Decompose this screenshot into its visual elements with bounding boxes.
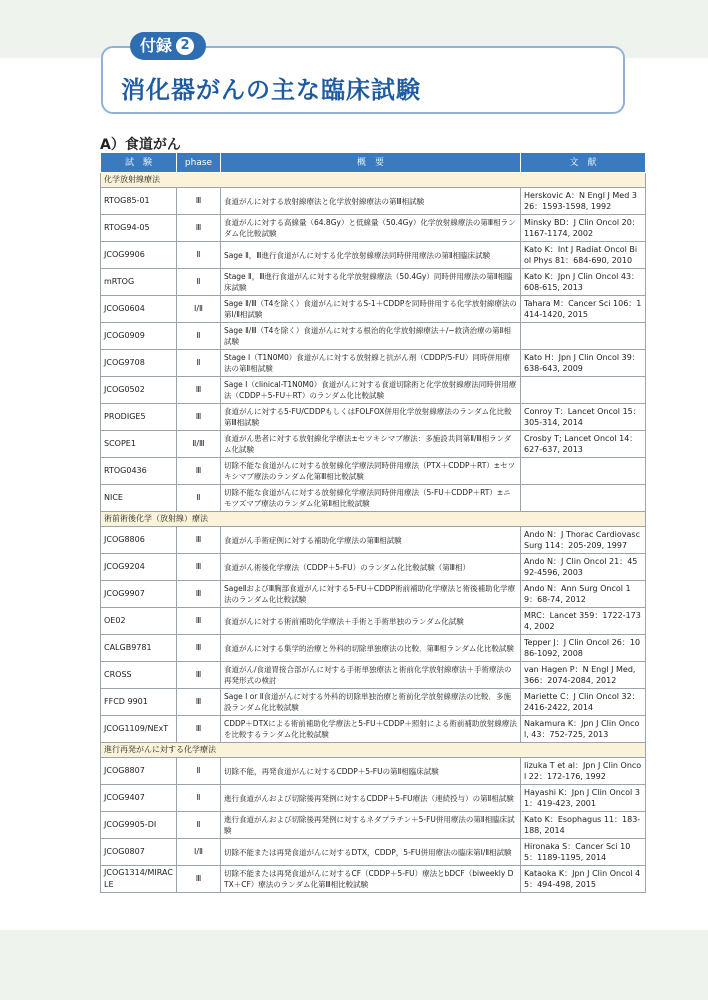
table-row (101, 350, 646, 377)
trial-summary: 切除不能または再発食道がんに対するDTX，CDDP，5-FU併用療法の臨床第Ⅰ/Ⅱ相試験 (221, 839, 521, 866)
trial-reference: Minsky BD：J Clin Oncol 20：1167-1174, 2002 (521, 215, 646, 242)
appendix-tab (130, 32, 206, 60)
trial-name: JCOG1109/NExT (101, 716, 177, 743)
trial-reference: Kato H：Jpn J Clin Oncol 39：638-643, 2009 (521, 350, 646, 377)
trial-phase: Ⅲ (177, 581, 221, 608)
trial-reference: Kato K：Int J Radiat Oncol Biol Phys 81：684-690, 2010 (521, 242, 646, 269)
trial-phase: Ⅲ (177, 662, 221, 689)
trial-summary: 食道がん術後化学療法（CDDP＋5-FU）のランダム化比較試験（第Ⅲ相） (221, 554, 521, 581)
trial-reference: Kato K：Esophagus 11：183-188, 2014 (521, 812, 646, 839)
trial-name: JCOG9907 (101, 581, 177, 608)
table-row (101, 404, 646, 431)
trial-summary: Stage Ⅰ（T1N0M0）食道がんに対する放射線と抗がん剤（CDDP/5-FU）同時併用療法の第Ⅱ相試験 (221, 350, 521, 377)
table-row (101, 866, 646, 893)
table-row (101, 431, 646, 458)
trial-summary: 進行食道がんおよび切除後再発例に対するCDDP＋5-FU療法（連続投与）の第Ⅱ相試験 (221, 785, 521, 812)
table-row (101, 554, 646, 581)
trial-phase: Ⅱ (177, 485, 221, 512)
table-row (101, 608, 646, 635)
trial-summary: 食道がん患者に対する放射線化学療法±セツキシマブ療法：多施設共同第Ⅱ/Ⅲ相ランダム化試験 (221, 431, 521, 458)
trial-phase: Ⅱ (177, 269, 221, 296)
trial-reference: van Hagen P：N Engl J Med, 366：2074-2084, 2012 (521, 662, 646, 689)
trial-phase: Ⅱ/Ⅲ (177, 431, 221, 458)
trial-reference: MRC：Lancet 359：1722-1734, 2002 (521, 608, 646, 635)
trial-summary: 食道がんに対する高線量（64.8Gy）と低線量（50.4Gy）化学放射線療法の第Ⅲ相ランダム化比較試験 (221, 215, 521, 242)
trial-reference: Hironaka S：Cancer Sci 105：1189-1195, 2014 (521, 839, 646, 866)
table-row (101, 635, 646, 662)
trial-name: JCOG8806 (101, 527, 177, 554)
trial-name: JCOG0604 (101, 296, 177, 323)
trial-summary: 食道がんに対する集学的治療と外科的切除単独療法の比較．第Ⅲ相ランダム化比較試験 (221, 635, 521, 662)
trial-reference (521, 485, 646, 512)
appendix-label: 付録 (140, 36, 173, 55)
trial-reference: Herskovic A：N Engl J Med 326：1593-1598, 1992 (521, 188, 646, 215)
trial-summary: Sage Ⅰ（clinical-T1N0M0）食道がんに対する食道切除術と化学放射線療法同時併用療法（CDDP＋5-FU＋RT）のランダム化比較試験 (221, 377, 521, 404)
trial-name: RTOG94-05 (101, 215, 177, 242)
trial-reference (521, 377, 646, 404)
trial-reference: Kataoka K：Jpn J Clin Oncol 45：494-498, 2015 (521, 866, 646, 893)
trial-summary: 食道がん手術症例に対する補助化学療法の第Ⅲ相試験 (221, 527, 521, 554)
trial-name: JCOG9204 (101, 554, 177, 581)
table-row (101, 839, 646, 866)
trial-phase: Ⅲ (177, 458, 221, 485)
table-row (101, 296, 646, 323)
table-row (101, 581, 646, 608)
trial-name: RTOG0436 (101, 458, 177, 485)
table-row (101, 269, 646, 296)
trial-name: JCOG0909 (101, 323, 177, 350)
trial-phase: Ⅲ (177, 377, 221, 404)
trial-reference: Tahara M：Cancer Sci 106：1414-1420, 2015 (521, 296, 646, 323)
table-row (101, 662, 646, 689)
trial-name: JCOG9905-DI (101, 812, 177, 839)
trial-name: RTOG85-01 (101, 188, 177, 215)
trial-summary: 食道がんに対する放射線療法と化学放射線療法の第Ⅲ相試験 (221, 188, 521, 215)
trial-phase: Ⅲ (177, 554, 221, 581)
trial-name: PRODIGE5 (101, 404, 177, 431)
trial-summary: SageⅡおよびⅢ胸部食道がんに対する5-FU＋CDDP術前補助化学療法と術後補助化学療法のランダム化比較試験 (221, 581, 521, 608)
category-row (101, 173, 646, 188)
trial-reference: Tepper J：J Clin Oncol 26：1086-1092, 2008 (521, 635, 646, 662)
trial-summary: 食道がんに対する5-FU/CDDPもしくはFOLFOX併用化学放射線療法のランダム化比較第Ⅲ相試験 (221, 404, 521, 431)
trial-summary: 食道がん/食道胃接合部がんに対する手術単独療法と術前化学放射線療法＋手術療法の再発形式の検討 (221, 662, 521, 689)
table-row (101, 527, 646, 554)
trial-phase: Ⅲ (177, 689, 221, 716)
trial-name: JCOG9906 (101, 242, 177, 269)
trial-summary: 切除不能または再発食道がんに対するCF（CDDP＋5-FU）療法とbDCF（biweekly DTX＋CF）療法のランダム化第Ⅲ相比較試験 (221, 866, 521, 893)
trial-phase: Ⅱ (177, 812, 221, 839)
trial-summary: Sage Ⅱ/Ⅲ（T4を除く）食道がんに対するS-1＋CDDPを同時併用する化学放射線療法の第Ⅰ/Ⅱ相試験 (221, 296, 521, 323)
trial-reference (521, 323, 646, 350)
trial-phase: Ⅱ (177, 758, 221, 785)
table-row (101, 323, 646, 350)
table-row (101, 689, 646, 716)
trial-phase: Ⅲ (177, 404, 221, 431)
trial-summary: Sage Ⅰ or Ⅱ食道がんに対する外科的切除単独治療と術前化学放射線療法の比較．多施設ランダム化比較試験 (221, 689, 521, 716)
trial-reference: Conroy T：Lancet Oncol 15：305-314, 2014 (521, 404, 646, 431)
trials-body (101, 173, 646, 893)
trial-reference: Nakamura K：Jpn J Clin Oncol, 43：752-725, 2013 (521, 716, 646, 743)
trial-summary: 進行食道がんおよび切除後再発例に対するネダプラチン＋5-FU併用療法の第Ⅱ相臨床試験 (221, 812, 521, 839)
trial-summary: 食道がんに対する術前補助化学療法＋手術と手術単独のランダム化試験 (221, 608, 521, 635)
table-row (101, 485, 646, 512)
trial-reference: Hayashi K：Jpn J Clin Oncol 31：419-423, 2001 (521, 785, 646, 812)
header-trial: 試 験 (101, 153, 177, 173)
trial-phase: Ⅰ/Ⅱ (177, 839, 221, 866)
table-row (101, 785, 646, 812)
page-title: 消化器がんの主な臨床試験 (121, 76, 421, 104)
trial-summary: 切除不能な食道がんに対する放射線化学療法同時併用療法（PTX＋CDDP＋RT）±セツキシマブ療法のランダム化第Ⅲ相比較試験 (221, 458, 521, 485)
trial-summary: 切除不能な食道がんに対する放射線化学療法同時併用療法（5-FU＋CDDP＋RT）±ニモツズマブ療法のランダム化第Ⅱ相比較試験 (221, 485, 521, 512)
trial-name: CALGB9781 (101, 635, 177, 662)
table-row (101, 758, 646, 785)
trial-name: JCOG9708 (101, 350, 177, 377)
trial-reference: Mariette C：J Clin Oncol 32：2416-2422, 2014 (521, 689, 646, 716)
trial-phase: Ⅰ/Ⅱ (177, 296, 221, 323)
category-label: 進行再発がんに対する化学療法 (101, 743, 646, 758)
trial-phase: Ⅲ (177, 716, 221, 743)
trial-phase: Ⅲ (177, 215, 221, 242)
table-row (101, 812, 646, 839)
trials-table (100, 152, 646, 893)
trial-name: JCOG0807 (101, 839, 177, 866)
trial-summary: CDDP＋DTXによる術前補助化学療法と5-FU＋CDDP＋照射による術前補助放射線療法を比較するランダム化比較試験 (221, 716, 521, 743)
trial-reference (521, 458, 646, 485)
trial-reference: Iizuka T et al：Jpn J Clin Oncol 22：172-176, 1992 (521, 758, 646, 785)
trial-name: SCOPE1 (101, 431, 177, 458)
trial-name: JCOG9407 (101, 785, 177, 812)
trial-name: JCOG0502 (101, 377, 177, 404)
trial-name: OE02 (101, 608, 177, 635)
trial-phase: Ⅲ (177, 527, 221, 554)
trial-summary: Sage Ⅱ，Ⅲ進行食道がんに対する化学放射線療法同時併用療法の第Ⅱ相臨床試験 (221, 242, 521, 269)
trial-name: FFCD 9901 (101, 689, 177, 716)
trial-phase: Ⅱ (177, 242, 221, 269)
bottom-band (0, 930, 708, 1000)
header-summary: 概 要 (221, 153, 521, 173)
trial-phase: Ⅲ (177, 635, 221, 662)
trial-phase: Ⅲ (177, 188, 221, 215)
section-title: A）食道がん (100, 137, 181, 153)
table-row (101, 188, 646, 215)
table-row (101, 716, 646, 743)
trial-name: JCOG1314/MIRACLE (101, 866, 177, 893)
category-label: 化学放射線療法 (101, 173, 646, 188)
trial-name: CROSS (101, 662, 177, 689)
trial-phase: Ⅱ (177, 785, 221, 812)
table-header-row (101, 153, 646, 173)
trial-summary: 切除不能，再発食道がんに対するCDDP＋5-FUの第Ⅱ相臨床試験 (221, 758, 521, 785)
trial-name: NICE (101, 485, 177, 512)
trial-phase: Ⅱ (177, 350, 221, 377)
trial-reference: Ando N：J Thorac Cardiovasc Surg 114：205-209, 1997 (521, 527, 646, 554)
trial-summary: Stage Ⅱ，Ⅲ進行食道がんに対する化学放射線療法（50.4Gy）同時併用療法の第Ⅱ相臨床試験 (221, 269, 521, 296)
trial-summary: Sage Ⅱ/Ⅲ（T4を除く）食道がんに対する根治的化学放射線療法＋/−救済治療の第Ⅱ相試験 (221, 323, 521, 350)
table-row (101, 215, 646, 242)
table-row (101, 377, 646, 404)
trial-name: mRTOG (101, 269, 177, 296)
trial-phase: Ⅱ (177, 323, 221, 350)
table-row (101, 242, 646, 269)
appendix-number: 2 (176, 37, 194, 55)
trial-phase: Ⅲ (177, 608, 221, 635)
trial-reference: Kato K：Jpn J Clin Oncol 43：608-615, 2013 (521, 269, 646, 296)
header-reference: 文 献 (521, 153, 646, 173)
trial-reference: Ando N：Ann Surg Oncol 19：68-74, 2012 (521, 581, 646, 608)
category-row (101, 512, 646, 527)
category-label: 術前術後化学（放射線）療法 (101, 512, 646, 527)
table-row (101, 458, 646, 485)
trial-reference: Crosby T; Lancet Oncol 14：627-637, 2013 (521, 431, 646, 458)
header-phase: phase (177, 153, 221, 173)
trial-phase: Ⅲ (177, 866, 221, 893)
category-row (101, 743, 646, 758)
trial-name: JCOG8807 (101, 758, 177, 785)
trial-reference: Ando N：J Clin Oncol 21：4592-4596, 2003 (521, 554, 646, 581)
